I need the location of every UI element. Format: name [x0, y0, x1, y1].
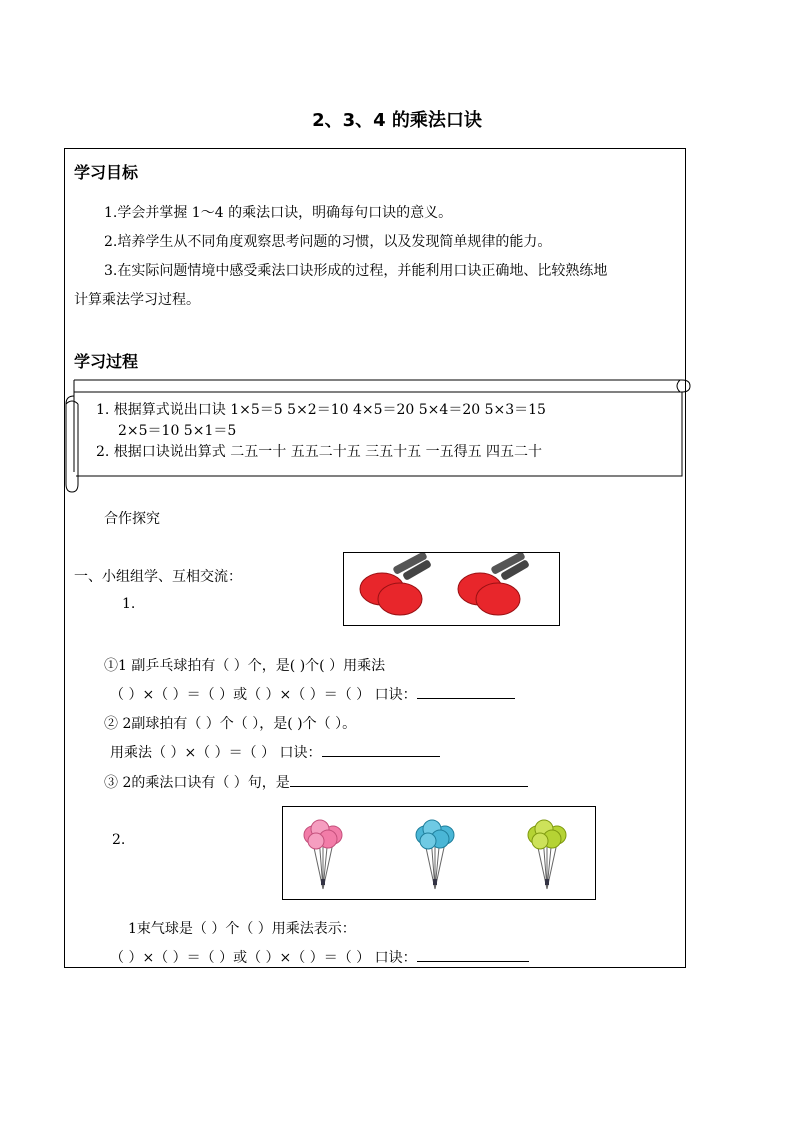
group-heading: 一、小组组学、互相交流： — [74, 569, 242, 585]
page-title: 2、3、4 的乘法口诀 — [312, 110, 482, 131]
paddle-pair-1-icon — [360, 553, 432, 615]
goal-item-1: 1.学会并掌握 1～4 的乘法口诀，明确每句口诀的意义。 — [104, 205, 453, 221]
paddle-pair-2-icon — [458, 553, 530, 615]
answer-blank-1[interactable] — [417, 684, 515, 699]
answer-blank-2[interactable] — [322, 742, 440, 757]
scroll-line-1: 1. 根据算式说出口诀 1×5＝5 5×2＝10 4×5＝20 5×4＝20 5×3＝15 — [96, 402, 546, 418]
goal-item-2: 2.培养学生从不同角度观察思考问题的习惯，以及发现简单规律的能力。 — [104, 234, 552, 250]
question-2: ② 2副球拍有（ ）个（ ），是( )个（ ）。 — [104, 716, 357, 732]
question-1-equation: （ ）×（ ）＝（ ）或（ ）×（ ）＝（ ） 口诀： — [110, 684, 515, 704]
scroll-line-3: 2. 根据口诀说出算式 二五一十 五五二十五 三五十五 一五得五 四五二十 — [96, 444, 543, 460]
item-2-number: 2. — [112, 832, 126, 848]
balloons-picture — [282, 806, 596, 900]
answer-blank-3[interactable] — [290, 772, 528, 787]
item-1-number: 1. — [122, 596, 136, 612]
balloon-bunch-blue-icon — [416, 820, 454, 889]
answer-blank-4[interactable] — [417, 947, 529, 962]
question-4-equation: （ ）×（ ）＝（ ）或（ ）×（ ）＝（ ） 口诀： — [110, 947, 529, 967]
question-4: 1束气球是（ ）个（ ）用乘法表示： — [128, 921, 356, 937]
goals-heading: 学习目标 — [74, 163, 139, 182]
goal-item-3: 3.在实际问题情境中感受乘法口诀形成的过程，并能利用口诀正确地、比较熟练地 — [104, 263, 608, 279]
explore-label: 合作探究 — [104, 511, 160, 527]
question-1: ①1 副乒乓球拍有（ ）个，是( )个( ）用乘法 — [104, 658, 386, 674]
question-2-equation: 用乘法（ ）×（ ）＝（ ） 口诀： — [110, 742, 440, 762]
process-heading: 学习过程 — [74, 352, 139, 371]
question-3: ③ 2的乘法口诀有（ ）句，是 — [104, 772, 528, 792]
scroll-line-2: 2×5＝10 5×1＝5 — [118, 423, 237, 439]
goal-item-4: 计算乘法学习过程。 — [74, 292, 200, 308]
balloon-bunch-pink-icon — [304, 820, 342, 889]
balloon-bunch-green-icon — [528, 820, 566, 889]
paddles-picture — [343, 552, 560, 626]
